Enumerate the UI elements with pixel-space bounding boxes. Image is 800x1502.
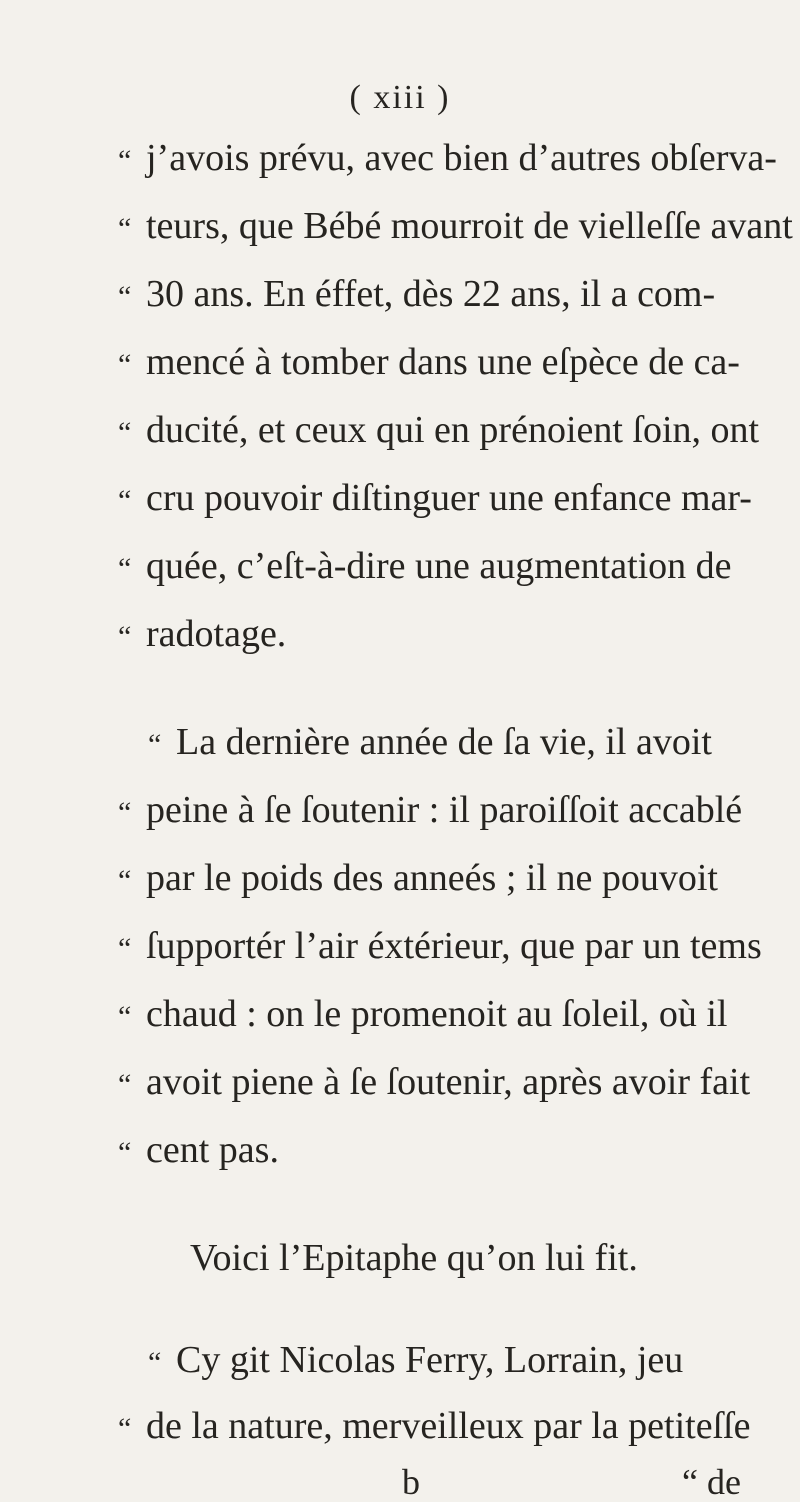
catchword: “ de xyxy=(682,1462,741,1502)
quote-mark: “ xyxy=(118,212,132,245)
quote-mark: “ xyxy=(118,864,132,897)
text-line: “ avoit piene à ſe ſoutenir, après avoir fait xyxy=(118,1056,738,1111)
quote-mark: “ xyxy=(148,1346,162,1379)
page-number: ( xiii ) xyxy=(349,79,451,116)
text-line: “ par le poids des anneés ; il ne pouvoit xyxy=(118,852,738,907)
quote-mark: “ xyxy=(118,416,132,449)
text-line: “ quée, c’eſt-à-dire une augmentation de xyxy=(118,540,738,595)
text-line: “ de la nature, merveilleux par la petiteſſe xyxy=(118,1400,738,1455)
text-line: “ chaud : on le promenoit au ſoleil, où il xyxy=(118,988,738,1043)
text-line: “ Cy git Nicolas Ferry, Lorrain, jeu xyxy=(148,1334,768,1389)
text-line: “ La dernière année de ſa vie, il avoit xyxy=(148,716,768,771)
quote-mark: “ xyxy=(118,796,132,829)
quote-mark: “ xyxy=(118,280,132,313)
quote-mark: “ xyxy=(118,1068,132,1101)
quote-mark: “ xyxy=(118,932,132,965)
text-line: “ radotage. xyxy=(118,608,738,663)
text-line: “ teurs, que Bébé mourroit de vielleſſe avant xyxy=(118,200,738,255)
quote-mark: “ xyxy=(118,484,132,517)
quote-mark: “ xyxy=(118,1412,132,1445)
quote-mark: “ xyxy=(118,620,132,653)
text-line: “ cent pas. xyxy=(118,1124,738,1179)
text-line: “ cru pouvoir diſtinguer une enfance mar- xyxy=(118,472,738,527)
quote-mark: “ xyxy=(118,348,132,381)
text-line: “ peine à ſe ſoutenir : il paroiſſoit accablé xyxy=(118,784,738,839)
epitaph-heading: Voici l’Epitaphe qu’on lui fit. xyxy=(190,1237,638,1279)
text-line: “ ducité, et ceux qui en prénoient ſoin, ont xyxy=(118,404,738,459)
text-line: “ j’avois prévu, avec bien d’autres obſerva- xyxy=(118,132,738,187)
quote-mark: “ xyxy=(148,728,162,761)
signature-mark: b xyxy=(402,1462,420,1502)
text-line: “ ſupportér l’air éxtérieur, que par un tems xyxy=(118,920,738,975)
quote-mark: “ xyxy=(118,1000,132,1033)
quote-mark: “ xyxy=(118,1136,132,1169)
quote-mark: “ xyxy=(118,144,132,177)
text-line: “ mencé à tomber dans une eſpèce de ca- xyxy=(118,336,738,391)
quote-mark: “ xyxy=(118,552,132,585)
text-line: “ 30 ans. En éffet, dès 22 ans, il a com- xyxy=(118,268,738,323)
